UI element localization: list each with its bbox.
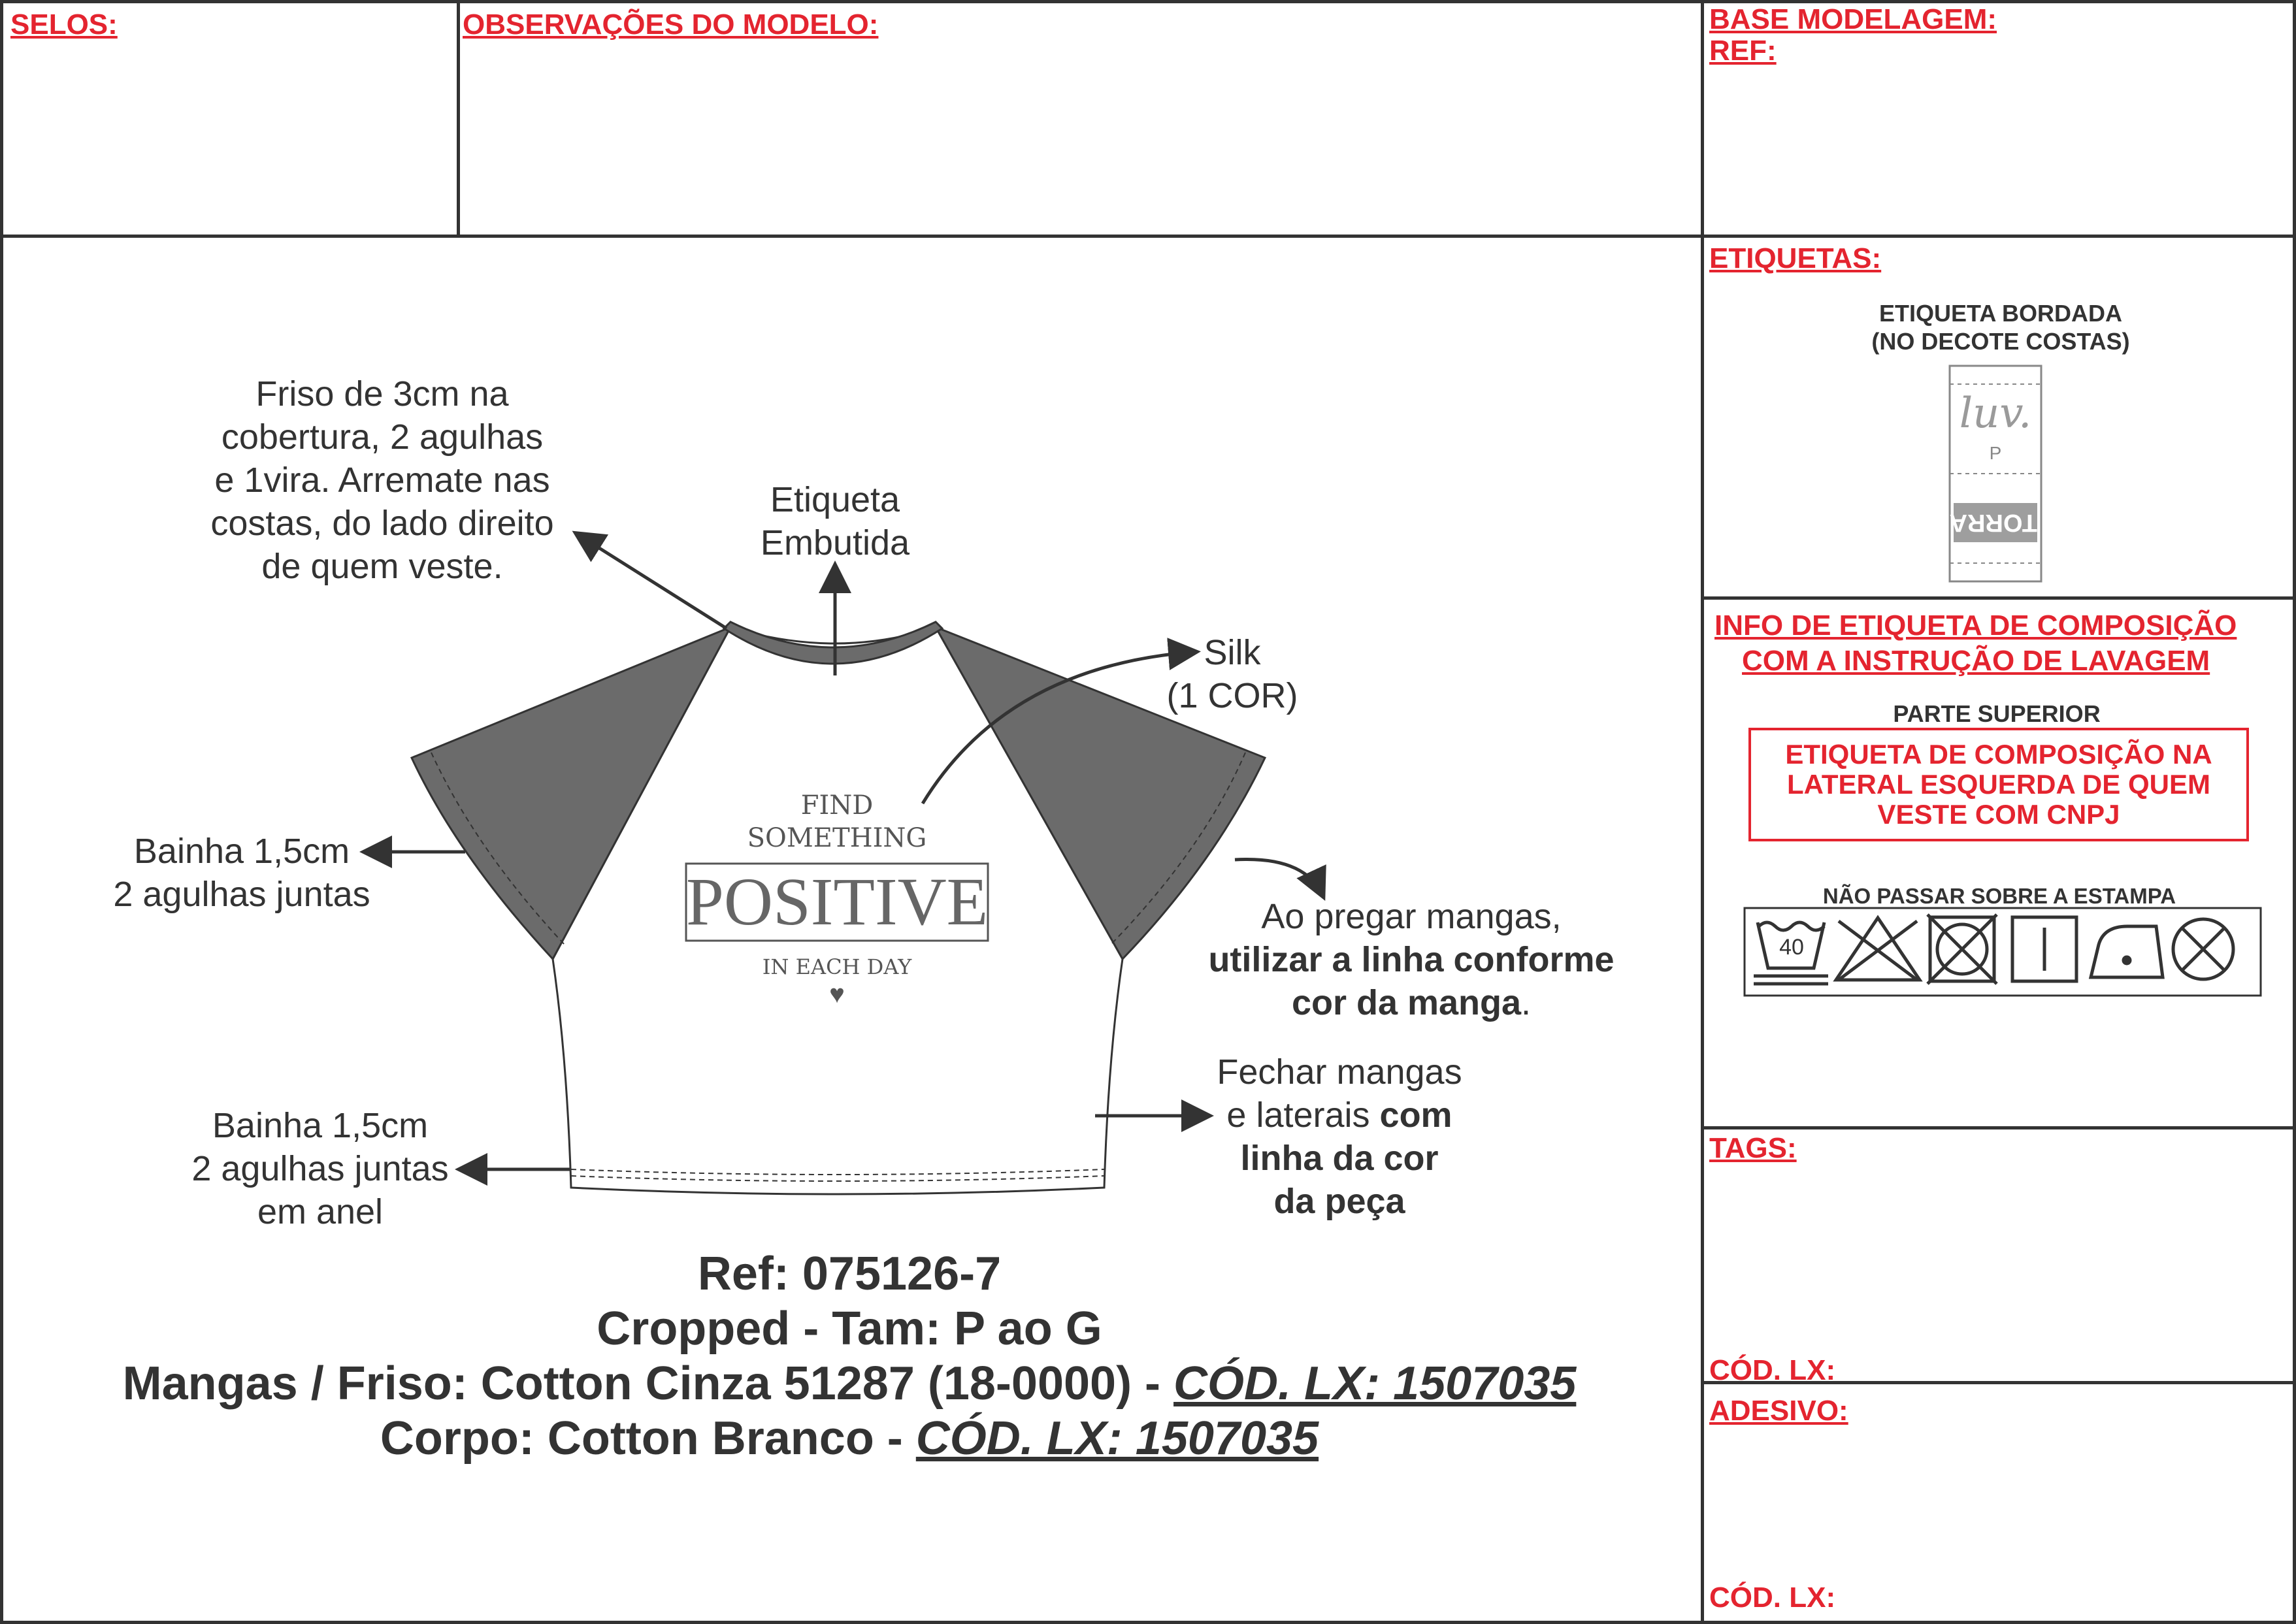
print-line-positive: POSITIVE	[686, 864, 989, 939]
fechar-annotation	[1176, 1050, 1503, 1223]
bainha-corpo-line-1: Bainha 1,5cm	[212, 1106, 429, 1145]
pregar-line-3-bold: cor da manga	[1291, 983, 1522, 1022]
fechar-line-4: da peça	[1273, 1182, 1405, 1221]
bainha-corpo-annotation	[163, 1104, 477, 1233]
adesivo-cod-lx: CÓD. LX:	[1709, 1582, 1836, 1614]
corpo-fabric	[26, 1411, 1673, 1466]
silk-line-1: Silk	[1204, 633, 1261, 672]
print-line-in-each-day: IN EACH DAY	[762, 954, 912, 979]
etiqueta-annotation	[704, 478, 966, 564]
pregar-line-3	[1170, 981, 1653, 1024]
ref-code: Ref: 075126-7	[697, 1248, 1002, 1300]
base-modelagem-header: BASE MODELAGEM:	[1709, 3, 1997, 35]
pregar-annotation	[1170, 895, 1653, 1024]
reference-block	[26, 1246, 1673, 1466]
composition-box-line3: VESTE COM CNPJ	[1877, 799, 2120, 830]
bainha-manga-line-2: 2 agulhas juntas	[113, 875, 370, 914]
model-size: Cropped - Tam: P ao G	[597, 1303, 1102, 1355]
info-composicao-header-line1: INFO DE ETIQUETA DE COMPOSIÇÃO	[1714, 609, 2237, 641]
selos-header: SELOS:	[10, 8, 118, 41]
bainha-corpo-line-3: em anel	[257, 1192, 384, 1231]
tags-header: TAGS:	[1709, 1132, 1797, 1164]
label-title-line1: ETIQUETA BORDADA	[1879, 300, 2122, 327]
print-line-find: FIND	[800, 790, 874, 820]
pregar-arrow	[1235, 859, 1322, 895]
mangas-cod-lx: CÓD. LX: 1507035	[1173, 1357, 1577, 1410]
composition-box-line2: LATERAL ESQUERDA DE QUEM	[1787, 769, 2210, 800]
bainha-manga-annotation	[85, 830, 399, 916]
label-torra-text: TORRA	[1949, 509, 2037, 536]
etiquetas-header: ETIQUETAS:	[1709, 242, 1882, 274]
wash-temperature: 40	[1779, 935, 1804, 960]
friso-line-5: de quem veste.	[261, 547, 503, 586]
corpo-fabric-text: Corpo: Cotton Branco -	[380, 1412, 916, 1465]
mangas-fabric	[26, 1356, 1673, 1411]
ref-header: REF:	[1709, 35, 1777, 67]
etiqueta-line-2: Embutida	[760, 523, 910, 562]
label-size: P	[1989, 443, 2002, 463]
corpo-cod-lx: CÓD. LX: 1507035	[915, 1412, 1319, 1465]
friso-line-2: cobertura, 2 agulhas	[221, 417, 544, 457]
friso-annotation	[170, 372, 595, 588]
silk-annotation	[1134, 631, 1330, 717]
fechar-line-2-bold: com	[1379, 1096, 1452, 1135]
print-heart-icon: ♥	[829, 980, 845, 1009]
parte-superior-label: PARTE SUPERIOR	[1893, 700, 2101, 727]
etiqueta-line-1: Etiqueta	[770, 480, 900, 519]
fechar-line-2-normal: e laterais	[1226, 1096, 1380, 1135]
friso-line-3: e 1vira. Arremate nas	[214, 461, 550, 500]
bainha-corpo-line-2: 2 agulhas juntas	[191, 1149, 449, 1188]
bainha-manga-line-1: Bainha 1,5cm	[133, 832, 350, 871]
label-brand-logo: luv.	[1959, 389, 2032, 438]
label-title-line2: (NO DECOTE COSTAS)	[1871, 328, 2130, 355]
fechar-line-1: Fechar mangas	[1217, 1052, 1462, 1092]
mangas-fabric-text: Mangas / Friso: Cotton Cinza 51287 (18-0000) -	[122, 1357, 1174, 1410]
pregar-line-2: utilizar a linha conforme	[1208, 940, 1615, 979]
composition-box-line1: ETIQUETA DE COMPOSIÇÃO NA	[1785, 739, 2212, 770]
fechar-line-3: linha da cor	[1240, 1139, 1439, 1178]
tags-cod-lx: CÓD. LX:	[1709, 1354, 1836, 1386]
fechar-line-2	[1176, 1094, 1503, 1137]
adesivo-header: ADESIVO:	[1709, 1395, 1848, 1427]
friso-line-4: costas, do lado direito	[210, 504, 554, 543]
pregar-line-1: Ao pregar mangas,	[1261, 897, 1562, 936]
observacoes-header: OBSERVAÇÕES DO MODELO:	[463, 8, 879, 41]
silk-line-2: (1 COR)	[1166, 676, 1298, 715]
print-line-something: SOMETHING	[747, 823, 927, 853]
info-composicao-header-line2: COM A INSTRUÇÃO DE LAVAGEM	[1742, 645, 2210, 677]
friso-line-1: Friso de 3cm na	[255, 374, 509, 414]
nao-passar-warning: NÃO PASSAR SOBRE A ESTAMPA	[1822, 884, 2176, 908]
pregar-line-3-end: .	[1521, 983, 1532, 1022]
